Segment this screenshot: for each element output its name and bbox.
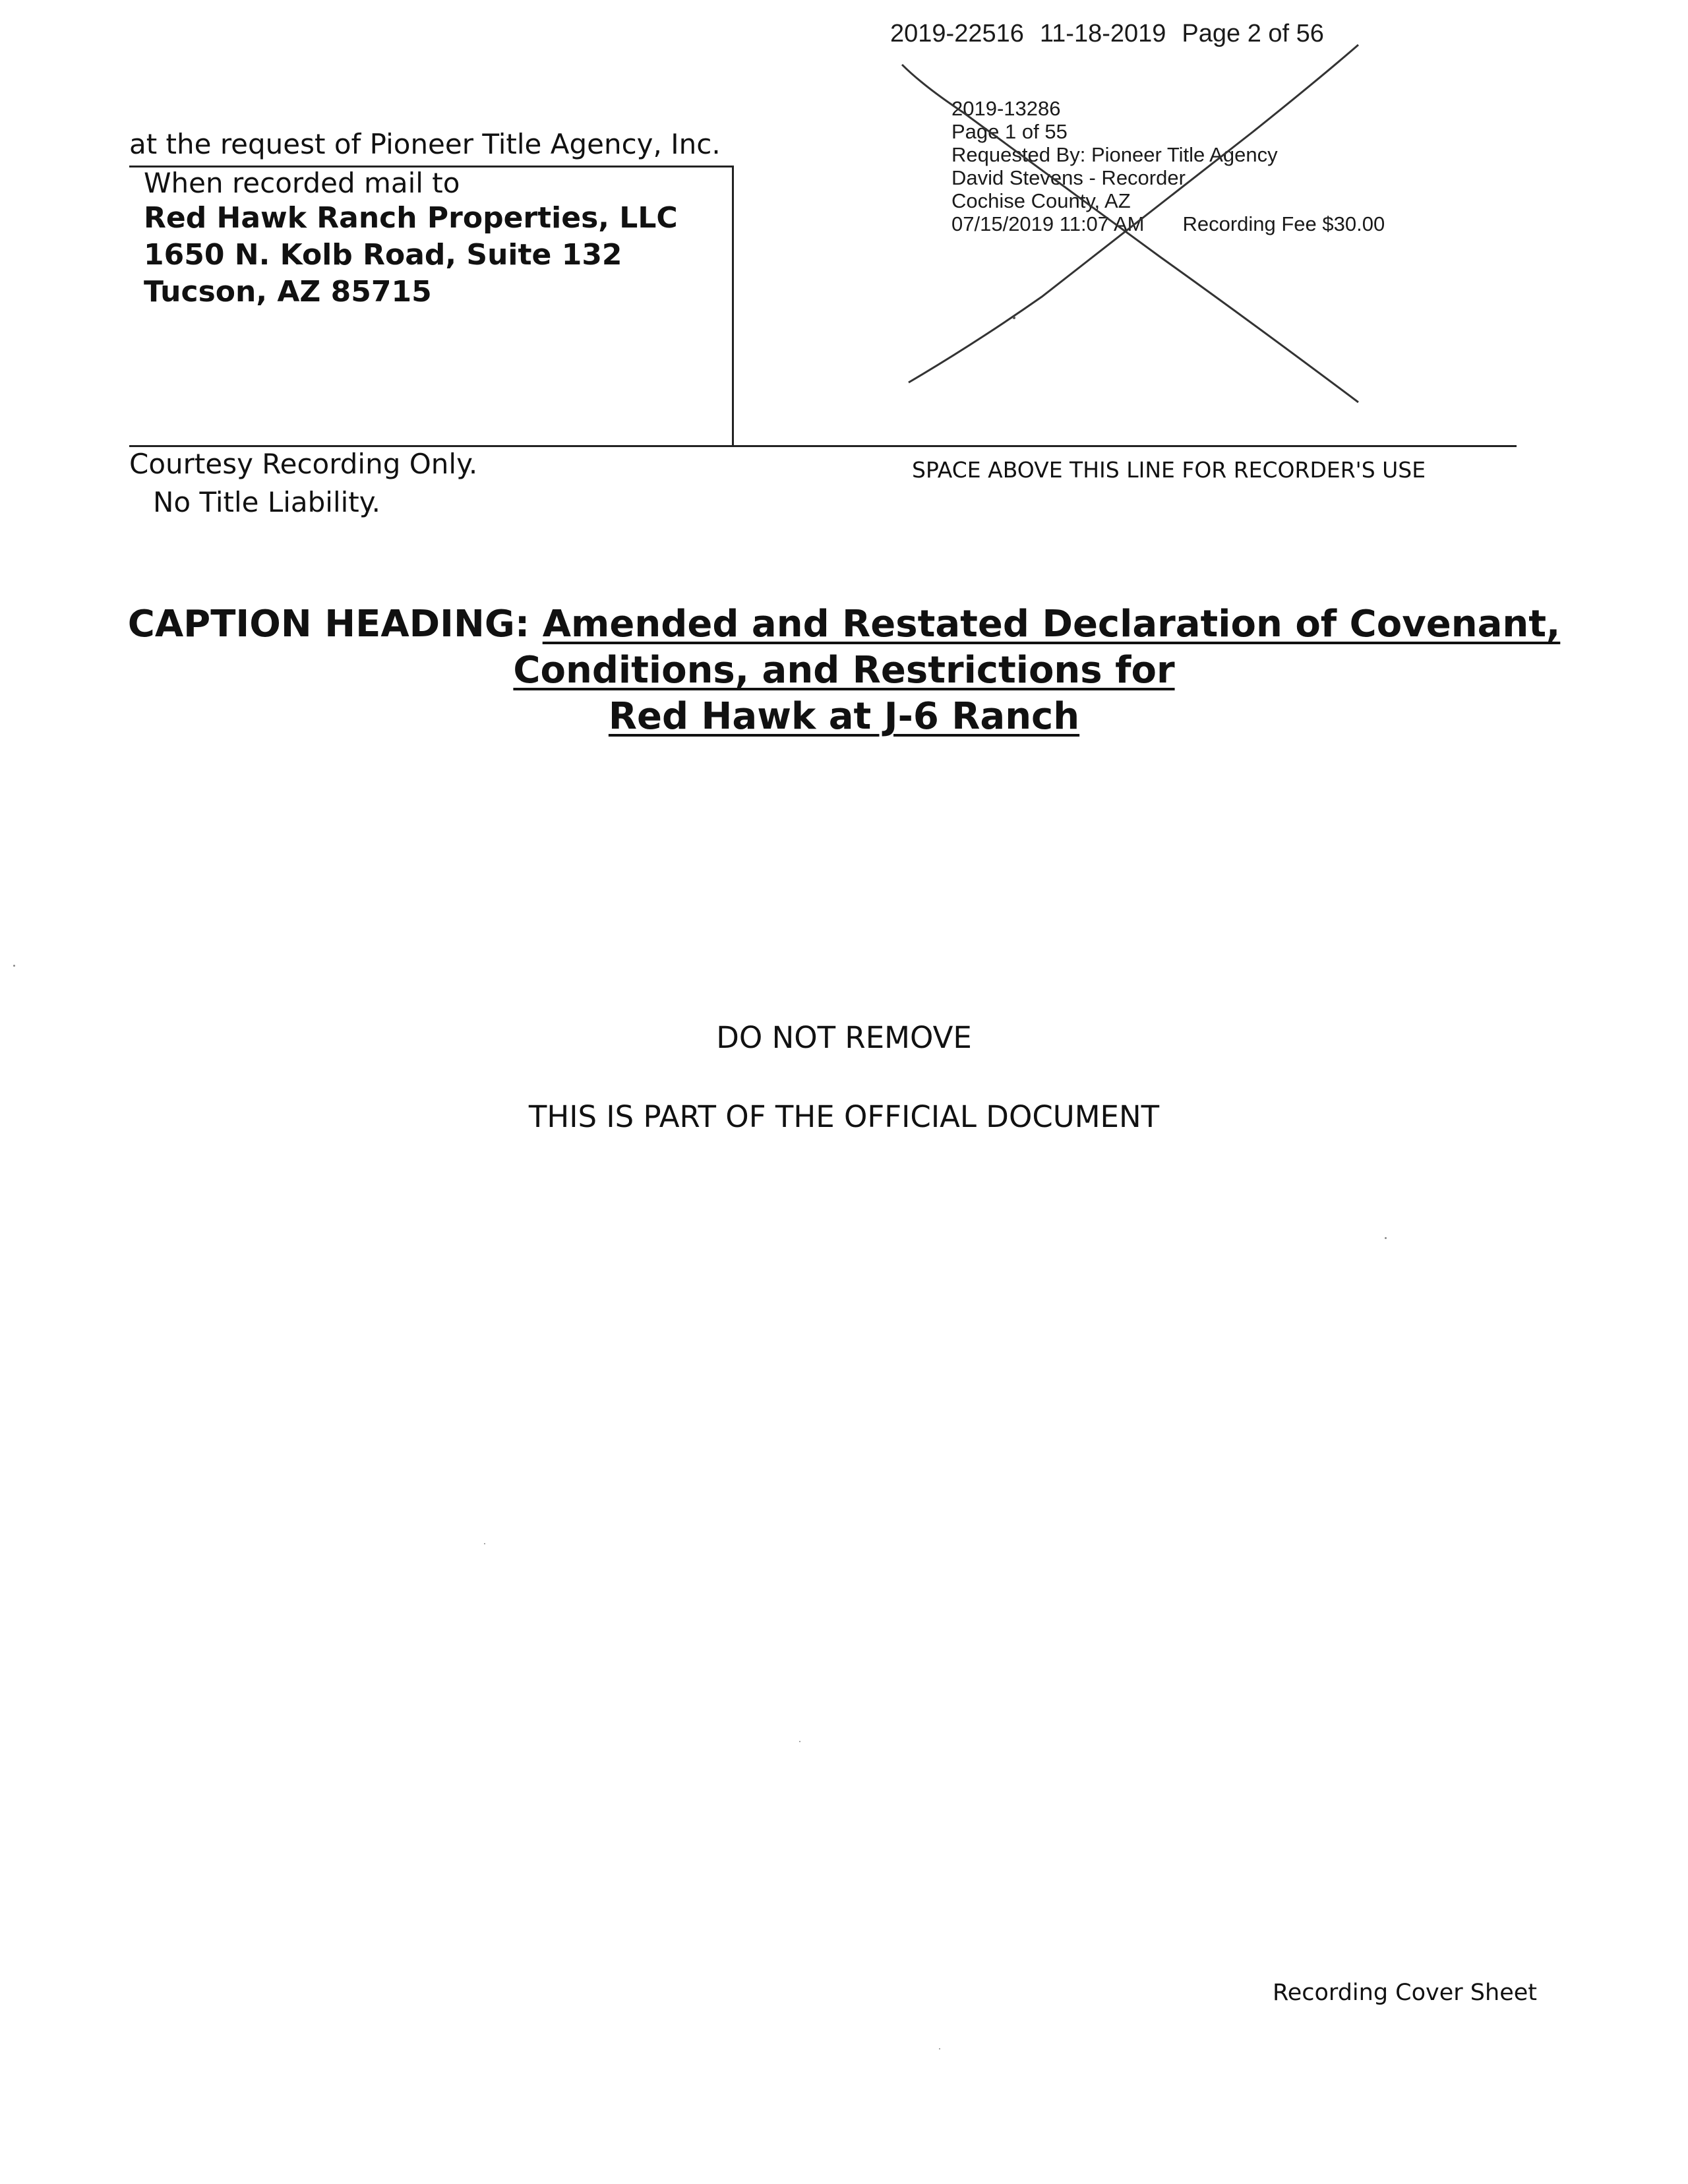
caption-heading [0, 601, 1688, 740]
scan-speck [484, 1543, 485, 1544]
caption-line-1 [0, 601, 1688, 648]
caption-label: CAPTION HEADING: [127, 603, 530, 646]
caption-title-part-2: Conditions, and Restrictions for [513, 649, 1175, 692]
mail-to-label: When recorded mail to [144, 167, 460, 199]
recording-date: 11-18-2019 [1039, 20, 1166, 47]
scan-speck [939, 2048, 940, 2049]
prior-timestamp: 07/15/2019 11:07 AM [951, 212, 1145, 235]
document-number: 2019-22516 [890, 20, 1024, 47]
box-bottom-rule [129, 445, 1517, 447]
prior-number: 2019-13286 [951, 97, 1061, 120]
page-label: Page 2 of 56 [1182, 20, 1324, 47]
mail-to-street: 1650 N. Kolb Road, Suite 132 [144, 238, 622, 272]
caption-line-3 [0, 694, 1688, 740]
request-line: at the request of Pioneer Title Agency, Inc. [129, 128, 721, 160]
mail-to-name: Red Hawk Ranch Properties, LLC [144, 201, 678, 235]
cross-dot [1013, 317, 1015, 319]
caption-title-part-3: Red Hawk at J-6 Ranch [608, 695, 1080, 738]
prior-county: Cochise County, AZ [951, 189, 1131, 212]
prior-recorder: David Stevens - Recorder [951, 166, 1186, 189]
no-liability-note: No Title Liability. [153, 486, 380, 518]
prior-requested-by: Requested By: Pioneer Title Agency [951, 143, 1278, 166]
courtesy-note: Courtesy Recording Only. [129, 448, 478, 480]
scan-speck [13, 965, 15, 967]
mail-to-city: Tucson, AZ 85715 [144, 275, 432, 309]
notice-official-document: THIS IS PART OF THE OFFICIAL DOCUMENT [528, 1099, 1160, 1134]
scan-speck [1385, 1237, 1387, 1239]
cross-stroke-1 [902, 65, 1358, 402]
scan-speck [799, 1741, 800, 1742]
prior-page: Page 1 of 55 [951, 120, 1068, 143]
box-right-rule [732, 166, 734, 446]
prior-fee: Recording Fee $30.00 [1182, 212, 1385, 235]
cross-stroke-2 [909, 45, 1358, 382]
notice-do-not-remove: DO NOT REMOVE [716, 1020, 972, 1055]
cover-sheet-label: Recording Cover Sheet [1273, 1980, 1537, 2006]
caption-line-2 [0, 648, 1688, 694]
caption-title-part-1: Amended and Restated Declaration of Covenant, [542, 603, 1561, 646]
recorder-space-note: SPACE ABOVE THIS LINE FOR RECORDER'S USE [912, 457, 1426, 483]
